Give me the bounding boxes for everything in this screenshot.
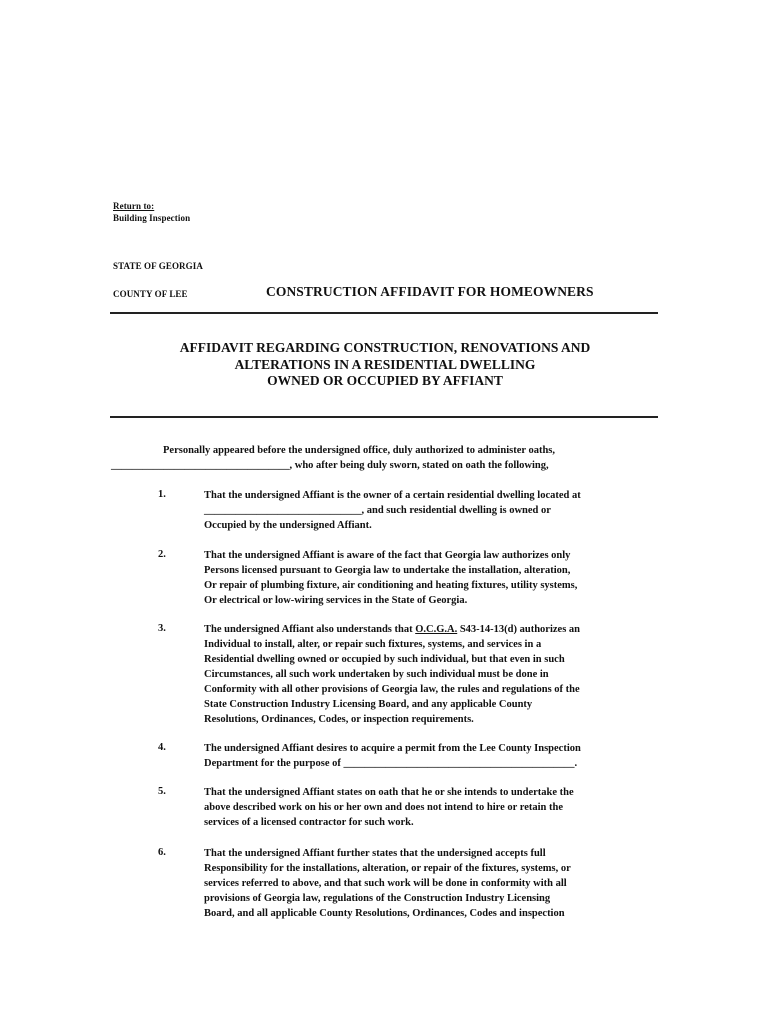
item-6-line: Responsibility for the installations, alteration, or repair of the fixtures, systems, or <box>204 863 571 874</box>
intro-line-1: Personally appeared before the undersigned office, duly authorized to administer oaths, <box>163 445 555 456</box>
item-6-line: That the undersigned Affiant further states that the undersigned accepts full <box>204 848 546 859</box>
heading-line-2: ALTERATIONS IN A RESIDENTIAL DWELLING <box>234 356 536 372</box>
item-1-line: ______________________________, and such residential dwelling is owned or <box>204 505 551 516</box>
item-1-line: That the undersigned Affiant is the owner of a certain residential dwelling located at <box>204 490 581 501</box>
ocga-reference: O.C.G.A. <box>415 624 458 635</box>
item-1-line: Occupied by the undersigned Affiant. <box>204 520 372 531</box>
item-2-line: Or repair of plumbing fixture, air conditioning and heating fixtures, utility systems, <box>204 580 578 591</box>
item-5-line: above described work on his or her own and does not intend to hire or retain the <box>204 802 563 813</box>
item-5-number: 5. <box>158 786 166 797</box>
item-3-line: Individual to install, alter, or repair such fixtures, systems, and services in a <box>204 639 542 650</box>
item-6-line: services referred to above, and that such work will be done in conformity with all <box>204 878 567 889</box>
item-6-line: provisions of Georgia law, regulations of the Construction Industry Licensing <box>204 893 551 904</box>
item-5-line: That the undersigned Affiant states on oath that he or she intends to undertake the <box>204 787 574 798</box>
item-1-number: 1. <box>158 489 166 500</box>
intro-line-2: __________________________________, who after being duly sworn, stated on oath the following, <box>111 460 549 471</box>
item-4-number: 4. <box>158 742 166 753</box>
item-4-line: Department for the purpose of ____________________________________________. <box>204 758 578 769</box>
affidavit-heading <box>110 340 660 390</box>
item-4-text <box>204 741 581 771</box>
item-3-line: Resolutions, Ordinances, Codes, or inspection requirements. <box>204 714 474 725</box>
item-3-number: 3. <box>158 623 166 634</box>
item-6-line: Board, and all applicable County Resolutions, Ordinances, Codes and inspection <box>204 908 565 919</box>
item-2-text <box>204 548 577 608</box>
item-1-text <box>204 488 581 533</box>
state-label: STATE OF GEORGIA <box>113 261 203 271</box>
item-3-line: Conformity with all other provisions of Georgia law, the rules and regulations of the <box>204 684 580 695</box>
item-2-line: Persons licensed pursuant to Georgia law to undertake the installation, alteration, <box>204 565 571 576</box>
item-5-line: services of a licensed contractor for such work. <box>204 817 414 828</box>
heading-line-3: OWNED OR OCCUPIED BY AFFIANT <box>267 373 503 388</box>
item-6-number: 6. <box>158 847 166 858</box>
item-2-number: 2. <box>158 549 166 560</box>
item-3-line: State Construction Industry Licensing Board, and any applicable County <box>204 699 533 710</box>
item-3-text-before: The undersigned Affiant also understands that <box>204 624 416 635</box>
top-divider <box>110 312 658 314</box>
bottom-divider <box>110 416 658 418</box>
county-label: COUNTY OF LEE <box>113 289 188 299</box>
item-4-line: The undersigned Affiant desires to acquire a permit from the Lee County Inspection <box>204 743 581 754</box>
item-3-first-line <box>204 622 580 637</box>
item-2-line: Or electrical or low-wiring services in the State of Georgia. <box>204 595 468 606</box>
heading-line-1: AFFIDAVIT REGARDING CONSTRUCTION, RENOVATIONS AND <box>179 340 591 355</box>
item-6-text <box>204 846 571 921</box>
item-3-text-after: S43-14-13(d) authorizes an <box>457 624 581 635</box>
item-3-line: Residential dwelling owned or occupied by such individual, but that even in such <box>204 654 565 665</box>
return-to-label: Return to: <box>113 201 155 211</box>
item-3-line: Circumstances, all such work undertaken by such individual must be done in <box>204 669 549 680</box>
document-title: CONSTRUCTION AFFIDAVIT FOR HOMEOWNERS <box>266 284 594 299</box>
building-inspection-label: Building Inspection <box>113 213 191 223</box>
item-2-line: That the undersigned Affiant is aware of the fact that Georgia law authorizes only <box>204 550 571 561</box>
item-5-text <box>204 785 574 830</box>
item-3-text <box>204 622 580 727</box>
